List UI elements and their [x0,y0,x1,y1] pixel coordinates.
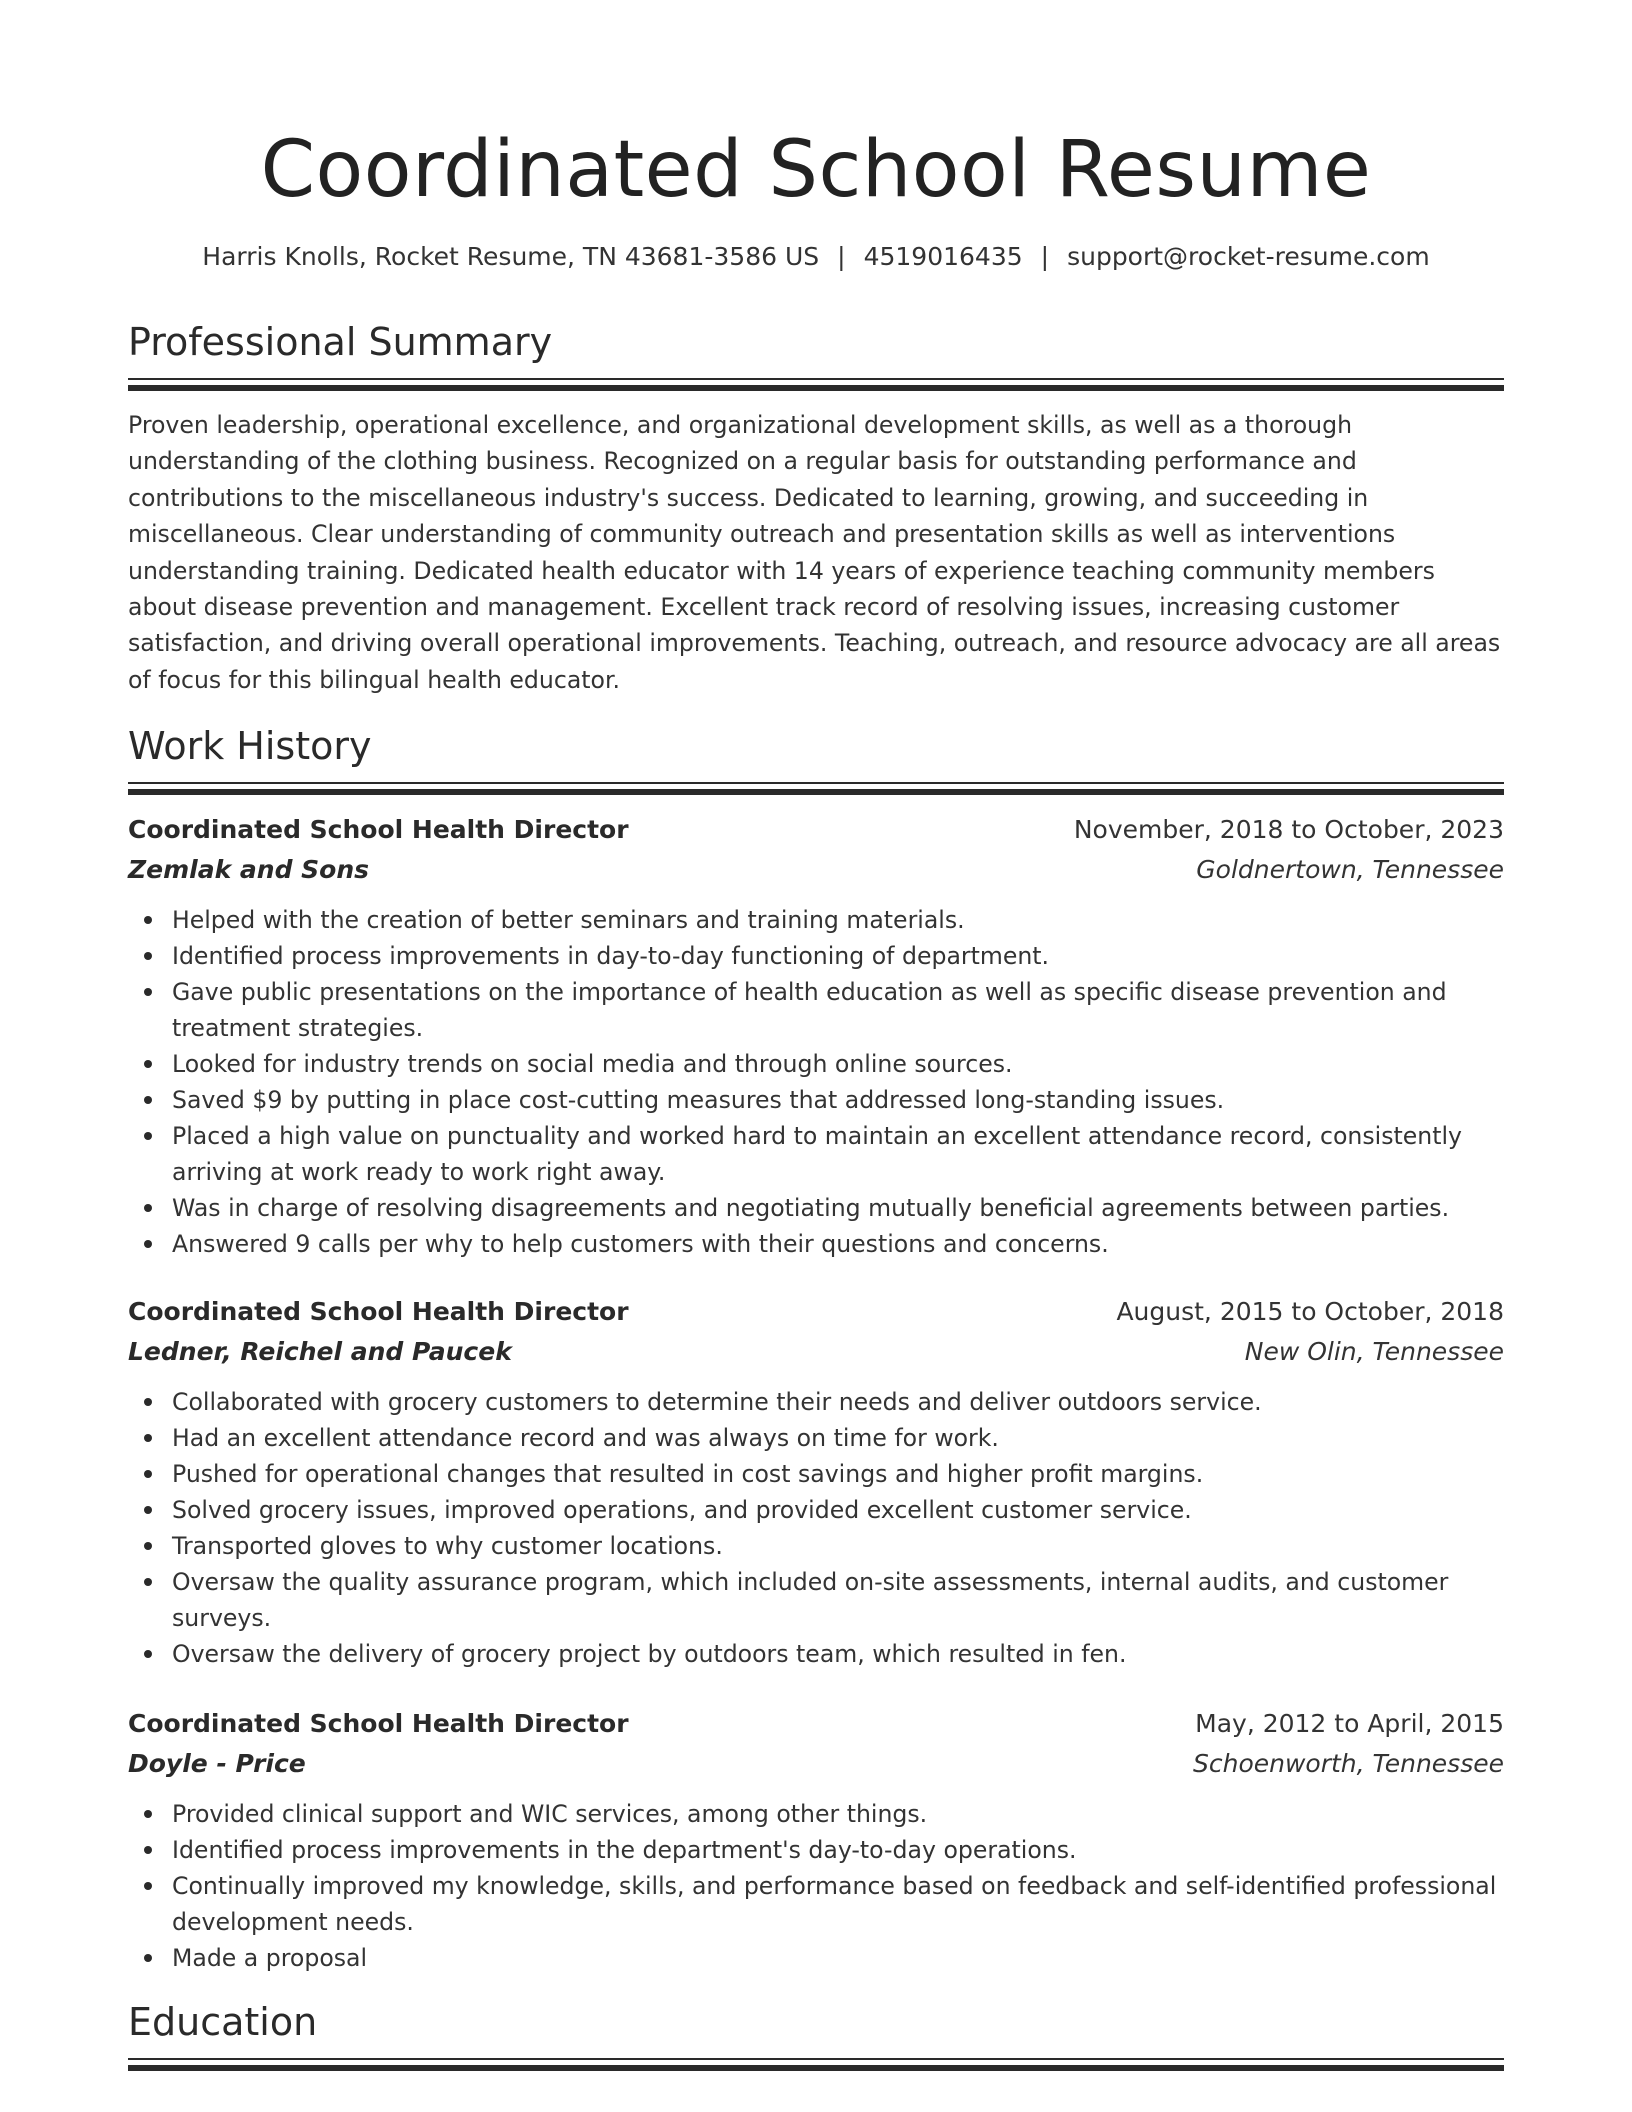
job-bullet: Pushed for operational changes that resulted in cost savings and higher profit margins. [128,1456,1504,1492]
section-divider [128,789,1504,795]
job-location: New Olin, Tennessee [1244,1337,1504,1366]
summary-text: Proven leadership, operational excellence, and organizational development skills, as well as a thorough understanding of the clothing business. Recognized on a regular basis for outstanding performance and contributions to the miscellaneous industry's success. Dedicated to learning, growing, and succeeding in miscellaneous. Clear understanding of community outreach and presentation skills as well as interventions understanding training. Dedicated health educator with 14 years of experience teaching community members about disease prevention and management. Excellent track record of resolving issues, increasing customer satisfaction, and driving overall operational improvements. Teaching, outreach, and resource advocacy are all areas of focus for this bilingual health educator. [128,411,1501,694]
job-title: Coordinated School Health Director [128,1297,629,1326]
job-bullet: Collaborated with grocery customers to determine their needs and deliver outdoors service. [128,1384,1504,1420]
work-history-section [128,720,1504,795]
job-bullet: Identified process improvements in day-to-day functioning of department. [128,938,1504,974]
job-bullet: Saved $9 by putting in place cost-cutting measures that addressed long-standing issues. [128,1082,1504,1118]
section-divider [128,385,1504,391]
contact-line [128,238,1504,276]
section-divider [128,378,1504,380]
job-bullet: Placed a high value on punctuality and worked hard to maintain an excellent attendance record, consistently arriving at work ready to work right away. [128,1118,1504,1190]
job-bullet: Made a proposal [128,1940,1504,1976]
summary-section [128,316,1504,698]
contact-separator: | [837,242,846,271]
section-divider [128,782,1504,784]
job-bullet: Gave public presentations on the importance of health education as well as specific disease prevention and treatment strategies. [128,974,1504,1046]
contact-separator: | [1040,242,1050,271]
job-title: Coordinated School Health Director [128,1709,629,1738]
resume-title: Coordinated School Resume [260,125,1372,215]
job-bullets [128,902,1504,1262]
job-bullet: Was in charge of resolving disagreements and negotiating mutually beneficial agreements between parties. [128,1190,1504,1226]
job-company: Zemlak and Sons [128,855,370,884]
job-bullet: Transported gloves to why customer locations. [128,1528,1504,1564]
job-dates: May, 2012 to April, 2015 [1195,1709,1504,1738]
job-title: Coordinated School Health Director [128,815,629,844]
job-dates: August, 2015 to October, 2018 [1116,1297,1504,1326]
job-company: Doyle - Price [128,1749,306,1778]
section-divider [128,2058,1504,2060]
job-bullet: Looked for industry trends on social media and through online sources. [128,1046,1504,1082]
job-bullet: Oversaw the delivery of grocery project by outdoors team, which resulted in fen. [128,1636,1504,1672]
job-bullet: Oversaw the quality assurance program, which included on-site assessments, internal audits, and customer surveys. [128,1564,1504,1636]
job-bullet: Solved grocery issues, improved operations, and provided excellent customer service. [128,1492,1504,1528]
job-bullet: Answered 9 calls per why to help customers with their questions and concerns. [128,1226,1504,1262]
contact-address: Harris Knolls, Rocket Resume, TN 43681-3586 US [202,242,820,271]
job-bullets [128,1796,1504,1976]
job-bullet: Helped with the creation of better seminars and training materials. [128,902,1504,938]
section-heading-summary: Professional Summary [128,320,553,364]
job-bullet: Provided clinical support and WIC services, among other things. [128,1796,1504,1832]
job-entry [128,810,1504,1262]
job-bullets [128,1384,1504,1672]
section-divider [128,2065,1504,2071]
contact-phone: 4519016435 [863,242,1023,271]
job-company: Ledner, Reichel and Paucek [128,1337,512,1366]
section-heading-education: Education [128,2000,318,2044]
job-entry [128,1704,1504,1976]
job-location: Goldnertown, Tennessee [1196,855,1504,884]
job-dates: November, 2018 to October, 2023 [1073,815,1504,844]
job-location: Schoenworth, Tennessee [1193,1749,1504,1778]
job-entry [128,1292,1504,1672]
education-section [128,1996,1504,2071]
contact-email: support@rocket-resume.com [1067,242,1430,271]
job-bullet: Continually improved my knowledge, skills, and performance based on feedback and self-identified professional development needs. [128,1868,1504,1940]
section-heading-work-history: Work History [128,724,372,768]
job-bullet: Identified process improvements in the department's day-to-day operations. [128,1832,1504,1868]
job-bullet: Had an excellent attendance record and was always on time for work. [128,1420,1504,1456]
